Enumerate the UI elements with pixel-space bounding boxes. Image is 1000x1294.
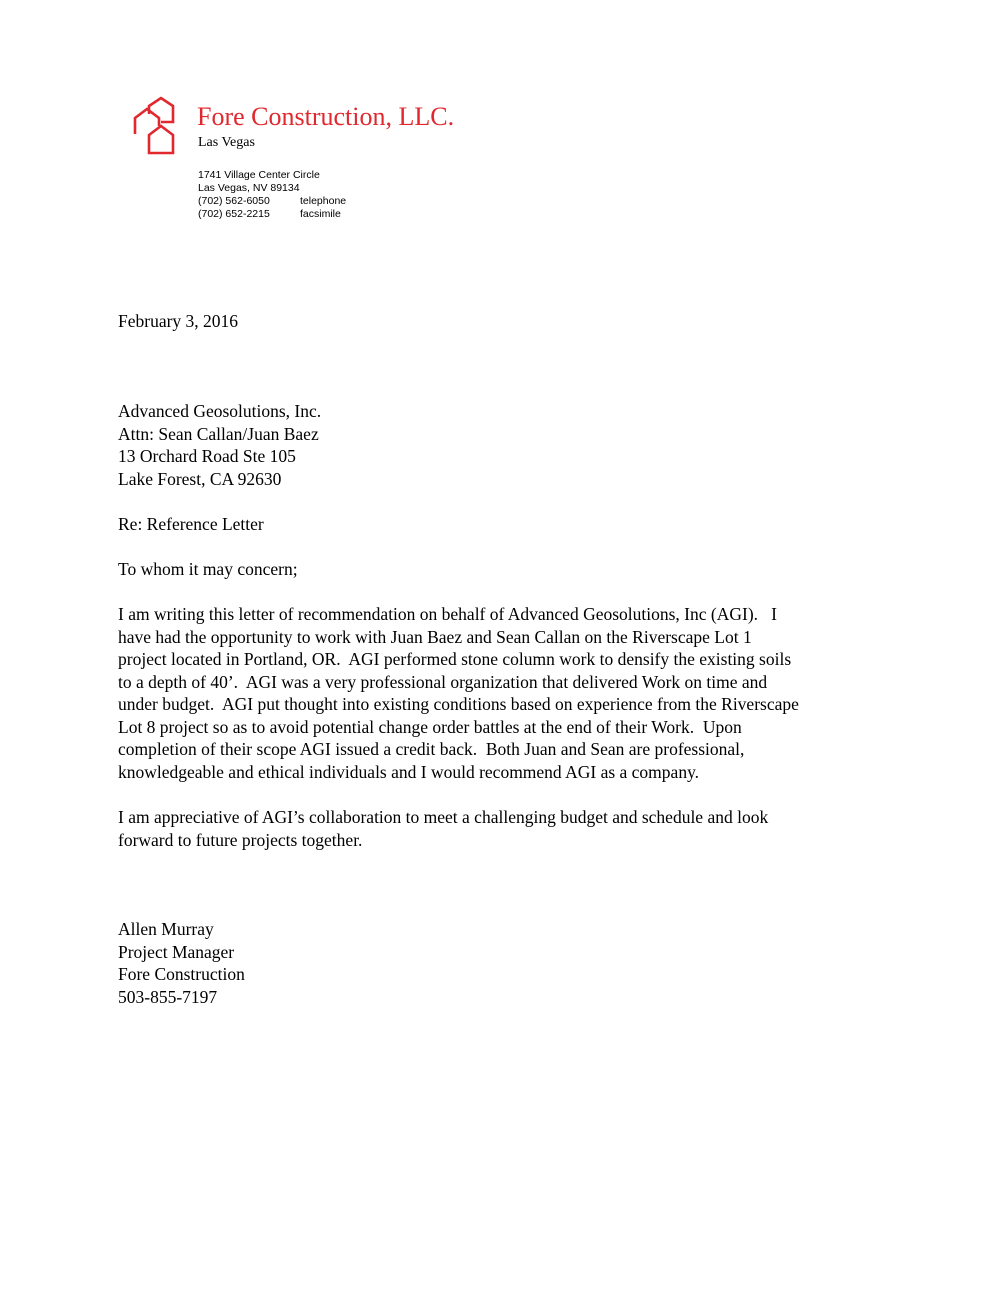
letterhead (130, 96, 630, 226)
recipient-line: Attn: Sean Callan/Juan Baez (118, 423, 319, 444)
telephone-number: (702) 562-6050 (198, 195, 270, 207)
salutation-text: To whom it may concern; (118, 559, 298, 579)
fax-line (198, 208, 346, 221)
company-address (198, 169, 346, 221)
company-city: Las Vegas (198, 135, 255, 150)
recipient-line: Advanced Geosolutions, Inc. (118, 401, 322, 421)
letter-date (118, 310, 898, 333)
recipient-line: Lake Forest, CA 92630 (118, 468, 282, 489)
paragraph-line: knowledgeable and ethical individuals and I would recommend AGI as a company. (118, 761, 700, 782)
paragraph-line: Lot 8 project so as to avoid potential change order battles at the end of their Work. Upon (118, 716, 742, 737)
paragraph-line: I am writing this letter of recommendation on behalf of Advanced Geosolutions, Inc (AGI). I (118, 604, 777, 624)
signer-title: Project Manager (118, 941, 235, 962)
paragraph-line: have had the opportunity to work with Juan Baez and Sean Callan on the Riverscape Lot 1 (118, 626, 752, 647)
body-paragraph-1 (118, 603, 898, 783)
paragraph-line: forward to future projects together. (118, 829, 363, 850)
company-name: Fore Construction, LLC. (197, 102, 455, 131)
body-paragraph-2 (118, 806, 898, 851)
date-text: February 3, 2016 (118, 311, 239, 331)
address-street: 1741 Village Center Circle (198, 169, 320, 181)
signer-name: Allen Murray (118, 919, 214, 939)
subject-line (118, 513, 898, 536)
subject-text: Re: Reference Letter (118, 514, 264, 534)
paragraph-line: under budget. AGI put thought into existing conditions based on experience from the Riverscape (118, 694, 799, 714)
paragraph-line: project located in Portland, OR. AGI performed stone column work to densify the existing soils (118, 649, 792, 669)
houses-logo-icon (130, 96, 180, 156)
salutation (118, 558, 898, 581)
address-city-state: Las Vegas, NV 89134 (198, 182, 300, 194)
paragraph-line: I am appreciative of AGI’s collaboration to meet a challenging budget and schedule and look (118, 807, 769, 827)
signer-phone: 503-855-7197 (118, 986, 218, 1007)
signer-company: Fore Construction (118, 964, 245, 984)
recipient-line: 13 Orchard Road Ste 105 (118, 446, 296, 466)
fax-number: (702) 652-2215 (198, 208, 270, 220)
telephone-label: telephone (300, 195, 347, 207)
paragraph-line: completion of their scope AGI issued a credit back. Both Juan and Sean are professional, (118, 739, 745, 759)
fax-label: facsimile (300, 208, 341, 220)
recipient-address (118, 400, 898, 490)
telephone-line (198, 195, 346, 208)
paragraph-line: to a depth of 40’. AGI was a very professional organization that delivered Work on time and (118, 671, 768, 692)
signature-block (118, 918, 898, 1008)
